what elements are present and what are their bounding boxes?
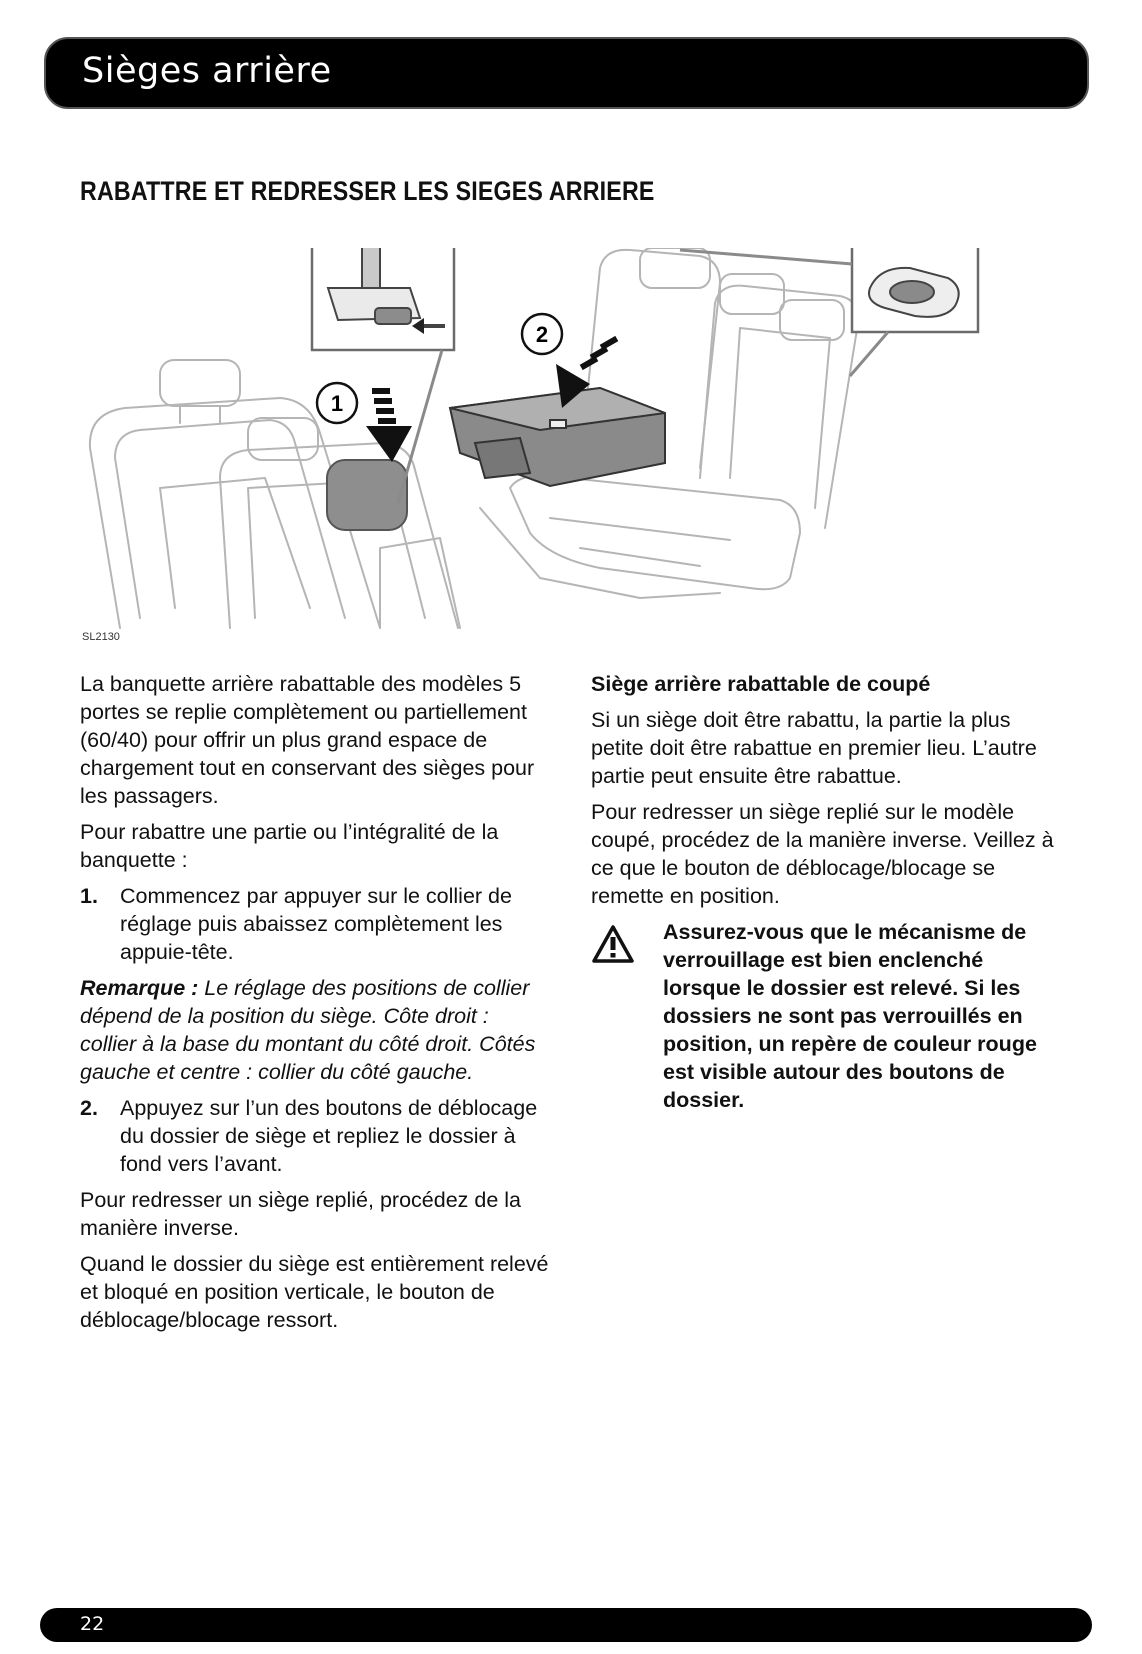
callout-1: 1 (330, 391, 344, 416)
note-paragraph (80, 974, 550, 1086)
step-text: Commencez par appuyer sur le collier de réglage puis abaissez complètement les appuie-tête. (120, 884, 512, 964)
lead-paragraph: Pour rabattre une partie ou l’intégralité de la banquette : (80, 820, 499, 872)
step-2 (80, 1094, 550, 1178)
chapter-header-bar (44, 37, 1089, 109)
section-heading: RABATTRE ET REDRESSER LES SIEGES ARRIERE (80, 176, 655, 206)
coupe-subheading: Siège arrière rabattable de coupé (591, 672, 931, 696)
page-number: 22 (80, 1613, 105, 1635)
coupe-paragraph-2: Pour redresser un siège replié sur le modèle coupé, procédez de la manière inverse. Veillez à ce que le bouton de déblocage/blocage se remette en position. (591, 800, 1054, 908)
step-number: 2. (80, 1096, 98, 1120)
rear-seat-folding-illustration (80, 248, 1060, 648)
figure-reference: SL2130 (82, 631, 120, 643)
chapter-title: Sièges arrière (82, 51, 332, 91)
intro-paragraph: La banquette arrière rabattable des modèles 5 portes se replie complètement ou partiellement (60/40) pour offrir un plus grand espace de chargement tout en conservant des sièges pour les passagers. (80, 672, 535, 808)
warning-block (591, 918, 1061, 1114)
callout-2: 2 (535, 322, 549, 347)
warning-triangle-icon (591, 918, 663, 1114)
step-number: 1. (80, 884, 98, 908)
coupe-paragraph-1: Si un siège doit être rabattu, la partie la plus petite doit être rabattue en premier lieu. L’autre partie peut ensuite être rabattue. (591, 708, 1037, 788)
step-text: Appuyez sur l’un des boutons de déblocage du dossier de siège et repliez le dossier à fond vers l’avant. (120, 1096, 538, 1176)
locked-paragraph: Quand le dossier du siège est entièrement relevé et bloqué en position verticale, le bouton de déblocage/blocage ressort. (80, 1252, 549, 1332)
step-1 (80, 882, 550, 966)
note-label: Remarque : (80, 976, 199, 1000)
left-column (80, 670, 550, 1342)
warning-text: Assurez-vous que le mécanisme de verrouillage est bien enclenché lorsque le dossier est relevé. Si les dossiers ne sont pas verrouillés en position, un repère de couleur rouge est visible autour des boutons de dossier. (663, 920, 1037, 1112)
right-column (591, 670, 1061, 1114)
redress-paragraph: Pour redresser un siège replié, procédez de la manière inverse. (80, 1188, 522, 1240)
note-text: Le réglage des positions de collier dépend de la position du siège. Côte droit : collier à la base du montant du côté droit. Côtés gauche et centre : collier du côté gauche. (80, 976, 536, 1084)
footer-bar (40, 1608, 1092, 1642)
